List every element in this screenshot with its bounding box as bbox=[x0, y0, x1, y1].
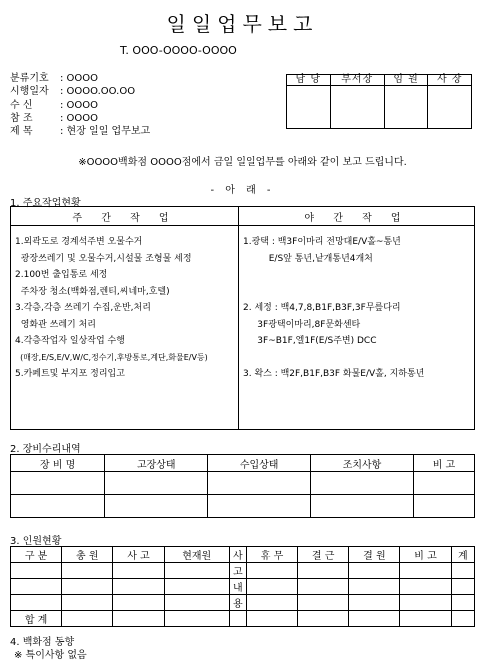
staff-cell[interactable] bbox=[113, 611, 164, 627]
staff-cell[interactable] bbox=[164, 563, 229, 579]
night-work-header: 야 간 작 업 bbox=[239, 207, 475, 226]
meta-row-cc: 참 조 : OOOO bbox=[10, 112, 99, 124]
section-dept-trends bbox=[10, 636, 87, 662]
staff-cell[interactable] bbox=[11, 579, 62, 595]
meta-row-recipient: 수 신 : OOOO bbox=[10, 99, 99, 111]
staff-cell[interactable] bbox=[400, 579, 451, 595]
staff-cell[interactable] bbox=[298, 563, 349, 579]
day-line: 3.각층,각층 쓰레기 수집,운반,처리 bbox=[15, 303, 151, 313]
approval-header-executive: 임 원 bbox=[384, 75, 428, 86]
staff-header-reason: 사 bbox=[229, 547, 246, 563]
staff-header-incident: 사 고 bbox=[113, 547, 164, 563]
section-title-equipment: 2. 장비수리내역 bbox=[10, 444, 81, 455]
staff-cell[interactable] bbox=[62, 595, 113, 611]
staff-cell[interactable] bbox=[113, 563, 164, 579]
equip-header-remark: 비 고 bbox=[413, 455, 474, 472]
day-line: 영화관 쓰레기 처리 bbox=[15, 319, 96, 330]
section-title-dept: 4. 백화점 동향 bbox=[10, 637, 75, 648]
staff-header-sum: 계 bbox=[451, 547, 474, 563]
night-line: 3. 왁스 : 백2F,B1F,B3F 화물E/V홀, 지하통년 bbox=[243, 369, 425, 379]
staff-cell[interactable] bbox=[113, 579, 164, 595]
equip-cell[interactable] bbox=[208, 472, 311, 495]
staff-reason-char: 내 bbox=[229, 579, 246, 595]
staff-cell[interactable] bbox=[298, 611, 349, 627]
equip-cell[interactable] bbox=[105, 495, 208, 518]
work-status-table bbox=[10, 206, 475, 430]
staff-cell[interactable] bbox=[229, 611, 246, 627]
staff-cell[interactable] bbox=[400, 595, 451, 611]
staff-header-vacancy: 결 원 bbox=[349, 547, 400, 563]
equip-header-name: 장 비 명 bbox=[11, 455, 105, 472]
staff-reason-char: 용 bbox=[229, 595, 246, 611]
night-line bbox=[243, 267, 474, 284]
equip-header-fault: 고장상태 bbox=[105, 455, 208, 472]
staff-cell[interactable] bbox=[400, 611, 451, 627]
approval-sign-executive[interactable] bbox=[384, 86, 428, 129]
approval-header-manager: 부서장 bbox=[330, 75, 384, 86]
staff-cell[interactable] bbox=[246, 595, 297, 611]
staff-cell[interactable] bbox=[113, 595, 164, 611]
staff-cell[interactable] bbox=[298, 579, 349, 595]
day-line: 4.각층작업자 일상작업 수행 bbox=[15, 336, 125, 346]
equip-cell[interactable] bbox=[413, 495, 474, 518]
approval-sign-manager[interactable] bbox=[330, 86, 384, 129]
meta-row-subject: 제 목 : 현장 일일 업무보고 bbox=[10, 126, 151, 138]
approval-header-staff: 담 당 bbox=[287, 75, 331, 86]
night-line bbox=[243, 350, 474, 367]
equip-cell[interactable] bbox=[11, 495, 105, 518]
section-title-staff: 3. 인원현황 bbox=[10, 536, 62, 547]
staff-status-table bbox=[10, 546, 475, 627]
staff-cell[interactable] bbox=[164, 579, 229, 595]
night-work-cell bbox=[239, 226, 475, 430]
day-line: 1.외곽도로 경계석주변 오물수거 bbox=[15, 237, 143, 247]
staff-cell[interactable] bbox=[246, 611, 297, 627]
staff-cell[interactable] bbox=[11, 595, 62, 611]
staff-total-label: 합 계 bbox=[11, 611, 62, 627]
night-line: 3F~B1F,엘1F(E/S주변) DCC bbox=[243, 336, 377, 346]
equip-cell[interactable] bbox=[208, 495, 311, 518]
staff-cell[interactable] bbox=[11, 563, 62, 579]
equip-cell[interactable] bbox=[11, 472, 105, 495]
staff-header-total: 총 원 bbox=[62, 547, 113, 563]
below-heading: - 아 래 - bbox=[210, 185, 275, 196]
staff-cell[interactable] bbox=[298, 595, 349, 611]
phone-number: T. OOO-OOOO-OOOO bbox=[120, 44, 237, 57]
approval-sign-president[interactable] bbox=[428, 86, 472, 129]
day-work-header: 주 간 작 업 bbox=[11, 207, 239, 226]
day-line: 광장쓰레기 및 오물수거,시설물 조형물 세정 bbox=[15, 253, 192, 264]
staff-cell[interactable] bbox=[451, 579, 474, 595]
night-line: E/S앞 통년,낱개통년4개처 bbox=[243, 253, 373, 264]
day-work-cell bbox=[11, 226, 239, 430]
staff-cell[interactable] bbox=[62, 563, 113, 579]
approval-box bbox=[286, 74, 472, 129]
night-line: 3F광택이마리,8F문화센타 bbox=[243, 319, 361, 330]
equip-cell[interactable] bbox=[311, 495, 414, 518]
day-line: 2.100번 출입통로 세정 bbox=[15, 270, 108, 280]
day-line: 주차장 청소(백화점,렌티,씨네마,호텔) bbox=[15, 286, 170, 297]
staff-cell[interactable] bbox=[349, 563, 400, 579]
staff-header-off: 휴 무 bbox=[246, 547, 297, 563]
meta-row-classification: 분류기호 : OOOO bbox=[10, 73, 99, 84]
night-line: 1.광택 : 백3F이마리 전망대E/V홀~통년 bbox=[243, 237, 401, 247]
staff-cell[interactable] bbox=[246, 563, 297, 579]
equip-header-intake: 수입상태 bbox=[208, 455, 311, 472]
staff-header-current: 현재원 bbox=[164, 547, 229, 563]
equip-cell[interactable] bbox=[311, 472, 414, 495]
document-meta bbox=[10, 72, 150, 138]
equip-cell[interactable] bbox=[105, 472, 208, 495]
equip-header-action: 조치사항 bbox=[311, 455, 414, 472]
day-line: (매장,E/S,E/V,W/C,정수기,후방통로,계단,화물E/V등) bbox=[15, 352, 208, 362]
night-line bbox=[243, 284, 474, 301]
section-title-work: 1. 주요작업현황 bbox=[10, 198, 81, 209]
staff-cell[interactable] bbox=[451, 611, 474, 627]
staff-header-category: 구 분 bbox=[11, 547, 62, 563]
staff-reason-char: 고 bbox=[229, 563, 246, 579]
staff-header-remark: 비 고 bbox=[400, 547, 451, 563]
staff-cell[interactable] bbox=[400, 563, 451, 579]
staff-cell[interactable] bbox=[164, 595, 229, 611]
equip-cell[interactable] bbox=[413, 472, 474, 495]
staff-header-absent: 결 근 bbox=[298, 547, 349, 563]
dept-note: ※ 특이사항 없음 bbox=[14, 650, 87, 661]
day-line: 5.카페트및 부지포 정리입고 bbox=[15, 369, 125, 379]
intro-text: ※OOOO백화점 OOOO점에서 금일 일일업무를 아래와 같이 보고 드립니다. bbox=[78, 157, 407, 168]
approval-sign-staff[interactable] bbox=[287, 86, 331, 129]
staff-cell[interactable] bbox=[451, 563, 474, 579]
staff-cell[interactable] bbox=[62, 579, 113, 595]
equipment-repair-table bbox=[10, 454, 475, 518]
meta-row-date: 시행일자 : OOOO.OO.OO bbox=[10, 86, 136, 98]
approval-header-president: 사 장 bbox=[428, 75, 472, 86]
staff-cell[interactable] bbox=[451, 595, 474, 611]
document-title: 일일업무보고 bbox=[166, 12, 319, 36]
night-line: 2. 세정 : 백4,7,8,B1F,B3F,3F무릎다리 bbox=[243, 303, 401, 313]
staff-cell[interactable] bbox=[246, 579, 297, 595]
staff-cell[interactable] bbox=[349, 579, 400, 595]
staff-cell[interactable] bbox=[349, 595, 400, 611]
staff-cell[interactable] bbox=[62, 611, 113, 627]
staff-cell[interactable] bbox=[164, 611, 229, 627]
staff-cell[interactable] bbox=[349, 611, 400, 627]
